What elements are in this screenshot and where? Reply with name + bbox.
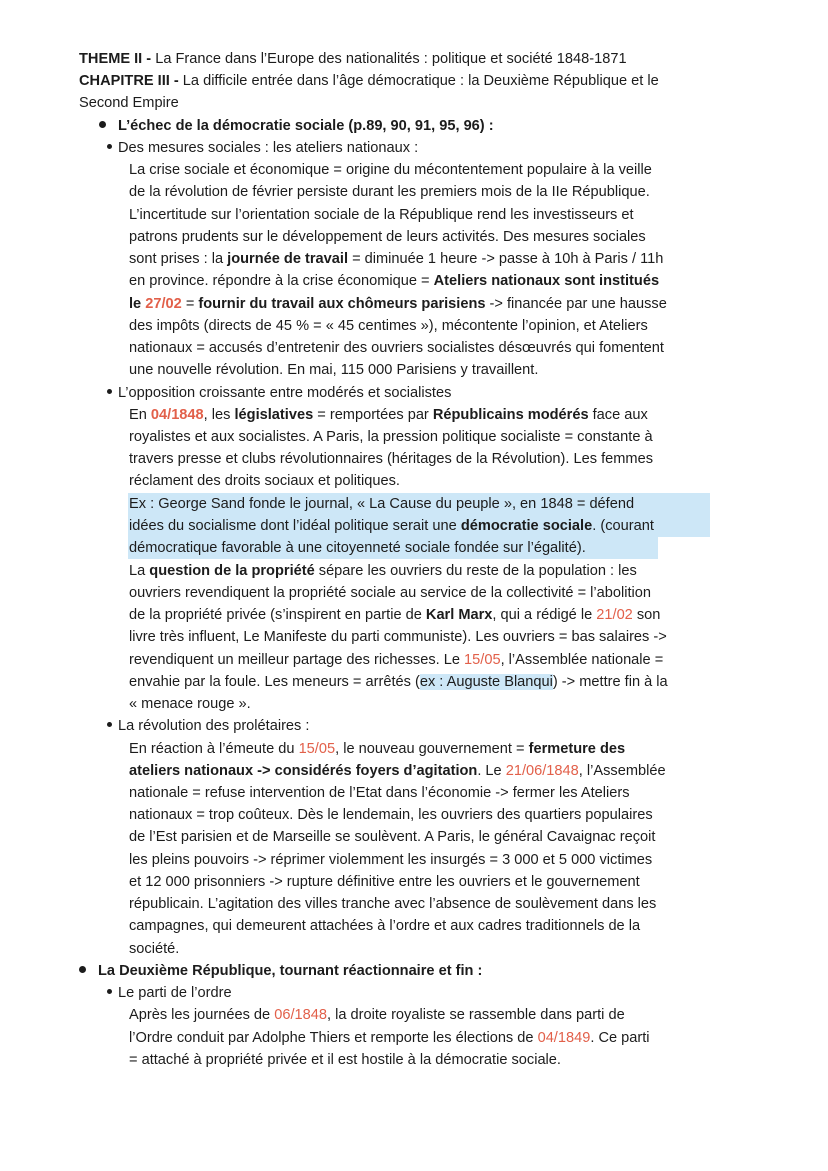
date-highlight: 21/06/1848: [505, 763, 579, 779]
paragraph-line: société.: [129, 941, 180, 957]
example-line: Ex : George Sand fonde le journal, « La Cause du peuple », en 1848 = défend: [129, 496, 635, 512]
paragraph-line: les pleins pouvoirs -> réprimer violemment les insurgés = 3 000 et 5 000 victimes: [129, 852, 653, 868]
theme-line: [79, 48, 627, 70]
paragraph-line: l’Ordre conduit par Adolphe Thiers et remporte les élections de 04/1849. Ce parti: [129, 1030, 650, 1046]
inline-highlight: ex : Auguste Blanqui: [419, 674, 553, 690]
section-2-heading: La Deuxième République, tournant réactionnaire et fin :: [79, 960, 482, 982]
example-line: idées du socialisme dont l’idéal politique serait une démocratie sociale. (courant: [129, 518, 654, 534]
paragraph-line: en province. répondre à la crise économique = Ateliers nationaux sont institués: [129, 273, 660, 289]
paragraph-line: travers presse et clubs révolutionnaires (héritages de la Révolution). Les femmes: [129, 451, 653, 467]
theme-text: La France dans l’Europe des nationalités : politique et société 1848-1871: [151, 51, 627, 67]
section-1-heading: L’échec de la démocratie sociale (p.89, 90, 91, 95, 96) :: [99, 115, 494, 137]
paragraph-line: ateliers nationaux -> considérés foyers d’agitation. Le 21/06/1848, l’Assemblée: [129, 763, 666, 779]
paragraph-line: revendiquent un meilleur partage des richesses. Le 15/05, l’Assemblée nationale =: [129, 652, 664, 668]
subsection-1-1-heading: Des mesures sociales : les ateliers nationaux :: [107, 137, 418, 159]
paragraph-line: campagnes, qui demeurent attachées à l’ordre et aux cadres traditionnels de la: [129, 918, 641, 934]
date-highlight: 15/05: [298, 741, 336, 757]
paragraph-line: sont prises : la journée de travail = diminuée 1 heure -> passe à 10h à Paris / 11h: [129, 251, 664, 267]
example-line: démocratique favorable à une citoyenneté sociale fondée sur l’égalité).: [129, 540, 586, 556]
paragraph-line: En 04/1848, les législatives = remportées par Républicains modérés face aux: [129, 407, 648, 423]
date-highlight: 04/1849: [537, 1030, 591, 1046]
paragraph-line: La question de la propriété sépare les ouvriers du reste de la population : les: [129, 563, 637, 579]
paragraph-line: de la révolution de février persiste durant les premiers mois de la IIe République.: [129, 184, 650, 200]
paragraph-line: nationaux = trop coûteux. Dès le lendemain, les ouvriers des quartiers populaires: [129, 807, 653, 823]
subsection-2-1-heading: Le parti de l’ordre: [107, 982, 232, 1004]
date-highlight: 21/02: [596, 607, 633, 623]
paragraph-line: En réaction à l’émeute du 15/05, le nouveau gouvernement = fermeture des: [129, 741, 626, 757]
paragraph-line: de l’Est parisien et de Marseille se soulèvent. A Paris, le général Cavaignac reçoit: [129, 829, 656, 845]
date-highlight: 04/1848: [150, 407, 204, 423]
chapter-label: CHAPITRE III -: [79, 73, 179, 89]
subsection-1-2-heading: L’opposition croissante entre modérés et socialistes: [107, 382, 451, 404]
chapter-text: La difficile entrée dans l’âge démocratique : la Deuxième République et le: [178, 73, 659, 89]
paragraph-line: réclament des droits sociaux et politiques.: [129, 473, 400, 489]
paragraph-line: = attaché à propriété privée et il est hostile à la démocratie sociale.: [129, 1052, 561, 1068]
paragraph-line: ouvriers revendiquent la propriété sociale au service de la collectivité = l’abolition: [129, 585, 652, 601]
paragraph-line: le 27/02 = fournir du travail aux chômeurs parisiens -> financée par une hausse: [129, 296, 667, 312]
paragraph-line: et 12 000 prisonniers -> rupture définitive entre les ouvriers et le gouvernement: [129, 874, 640, 890]
paragraph-line: Après les journées de 06/1848, la droite royaliste se rassemble dans parti de: [129, 1007, 625, 1023]
paragraph-line: nationaux = accusés d’entretenir des ouvriers socialistes désœuvrés qui fomentent: [129, 340, 664, 356]
paragraph-line: républicain. L’agitation des villes tranche avec l’absence de soulèvement dans les: [129, 896, 657, 912]
paragraph-line: livre très influent, Le Manifeste du parti communiste). Les ouvriers = bas salaires ->: [129, 629, 667, 645]
paragraph-line: royalistes et aux socialistes. A Paris, la pression politique socialiste = constante à: [129, 429, 653, 445]
paragraph-line: envahie par la foule. Les meneurs = arrêtés (ex : Auguste Blanqui) -> mettre fin à la: [129, 674, 668, 690]
paragraph-line: nationale = refuse intervention de l’Etat dans l’économie -> fermer les Ateliers: [129, 785, 630, 801]
chapter-line: [79, 70, 659, 92]
date-highlight: 06/1848: [274, 1007, 327, 1023]
date-highlight: 15/05: [464, 652, 501, 668]
paragraph-line: La crise sociale et économique = origine du mécontentement populaire à la veille: [129, 162, 652, 178]
subsection-1-3-heading: La révolution des prolétaires :: [107, 715, 309, 737]
theme-label: THEME II -: [79, 51, 152, 67]
chapter-line-2: Second Empire: [79, 95, 179, 111]
paragraph-line: de la propriété privée (s’inspirent en partie de Karl Marx, qui a rédigé le 21/02 son: [129, 607, 661, 623]
paragraph-line: des impôts (directs de 45 % = « 45 centimes »), mécontente l’opinion, et Ateliers: [129, 318, 648, 334]
paragraph-line: patrons prudents sur le développement de leurs activités. Des mesures sociales: [129, 229, 646, 245]
paragraph-line: « menace rouge ».: [129, 696, 251, 712]
paragraph-line: L’incertitude sur l’orientation sociale de la République rend les investisseurs et: [129, 207, 634, 223]
date-highlight: 27/02: [145, 296, 182, 312]
paragraph-line: une nouvelle révolution. En mai, 115 000 Parisiens y travaillent.: [129, 362, 539, 378]
